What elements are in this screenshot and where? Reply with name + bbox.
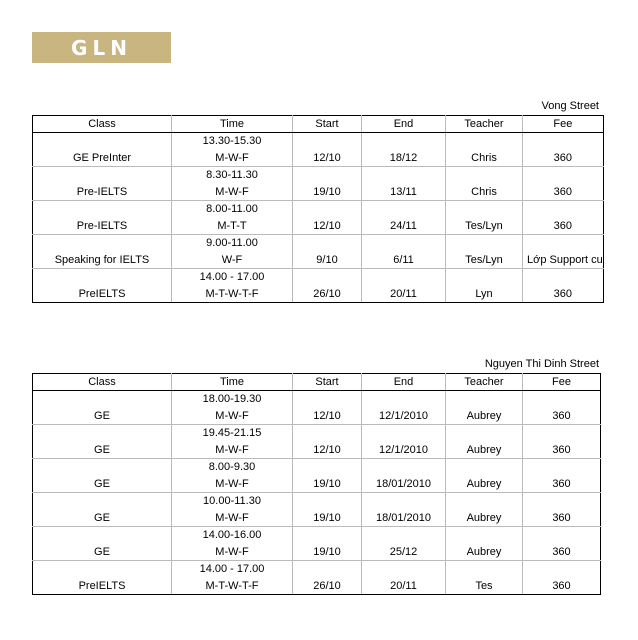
spacer-cell bbox=[293, 391, 362, 408]
column-header-class: Class bbox=[33, 374, 172, 391]
end-cell: 13/11 bbox=[362, 183, 446, 201]
time-cell: 14.00 - 17.00 bbox=[172, 561, 293, 578]
table-row bbox=[33, 183, 604, 201]
fee-cell: 360 bbox=[523, 183, 604, 201]
teacher-cell: Aubrey bbox=[446, 543, 523, 561]
spacer-cell bbox=[446, 235, 523, 252]
spacer-cell bbox=[33, 493, 172, 510]
start-cell: 19/10 bbox=[293, 543, 362, 561]
table-row bbox=[33, 441, 601, 459]
spacer-cell bbox=[523, 391, 601, 408]
table-row bbox=[33, 459, 601, 476]
spacer-cell bbox=[362, 493, 446, 510]
end-cell: 20/11 bbox=[362, 285, 446, 303]
days-cell: M-T-W-T-F bbox=[172, 577, 293, 595]
teacher-cell: Aubrey bbox=[446, 441, 523, 459]
spacer-cell bbox=[523, 133, 604, 150]
column-header-end: End bbox=[362, 116, 446, 133]
spacer-cell bbox=[33, 391, 172, 408]
fee-cell: 360 bbox=[523, 407, 601, 425]
class-cell: Pre-IELTS bbox=[33, 183, 172, 201]
class-cell: GE bbox=[33, 407, 172, 425]
column-header-time: Time bbox=[172, 374, 293, 391]
class-cell: PreIELTS bbox=[33, 577, 172, 595]
end-cell: 25/12 bbox=[362, 543, 446, 561]
spacer-cell bbox=[293, 561, 362, 578]
schedule-table-vong bbox=[32, 115, 604, 303]
spacer-cell bbox=[362, 527, 446, 544]
fee-cell: 360 bbox=[523, 149, 604, 167]
fee-cell: 360 bbox=[523, 543, 601, 561]
column-header-start: Start bbox=[293, 116, 362, 133]
teacher-cell: Tes/Lyn bbox=[446, 217, 523, 235]
class-cell: Pre-IELTS bbox=[33, 217, 172, 235]
spacer-cell bbox=[523, 493, 601, 510]
schedule-table-nguyen-thi-dinh bbox=[32, 373, 601, 595]
end-cell: 18/01/2010 bbox=[362, 475, 446, 493]
teacher-cell: Tes/Lyn bbox=[446, 251, 523, 269]
fee-cell: 360 bbox=[523, 217, 604, 235]
start-cell: 19/10 bbox=[293, 475, 362, 493]
logo-text: GLN bbox=[71, 35, 132, 60]
time-cell: 19.45-21.15 bbox=[172, 425, 293, 442]
fee-cell: 360 bbox=[523, 509, 601, 527]
spacer-cell bbox=[446, 561, 523, 578]
spacer-cell bbox=[523, 425, 601, 442]
time-cell: 9.00-11.00 bbox=[172, 235, 293, 252]
class-cell: PreIELTS bbox=[33, 285, 172, 303]
spacer-cell bbox=[523, 201, 604, 218]
table-row bbox=[33, 493, 601, 510]
table-row bbox=[33, 149, 604, 167]
column-header-time: Time bbox=[172, 116, 293, 133]
spacer-cell bbox=[33, 459, 172, 476]
end-cell: 20/11 bbox=[362, 577, 446, 595]
spacer-cell bbox=[33, 561, 172, 578]
spacer-cell bbox=[446, 201, 523, 218]
table-row bbox=[33, 509, 601, 527]
teacher-cell: Chris bbox=[446, 183, 523, 201]
table-row bbox=[33, 425, 601, 442]
start-cell: 12/10 bbox=[293, 217, 362, 235]
table-row bbox=[33, 577, 601, 595]
spacer-cell bbox=[33, 133, 172, 150]
teacher-cell: Aubrey bbox=[446, 407, 523, 425]
start-cell: 19/10 bbox=[293, 183, 362, 201]
spacer-cell bbox=[362, 235, 446, 252]
spacer-cell bbox=[523, 527, 601, 544]
time-cell: 14.00-16.00 bbox=[172, 527, 293, 544]
spacer-cell bbox=[293, 459, 362, 476]
table-row bbox=[33, 527, 601, 544]
spacer-cell bbox=[523, 459, 601, 476]
spacer-cell bbox=[446, 167, 523, 184]
end-cell: 12/1/2010 bbox=[362, 407, 446, 425]
location-label-vong: Vong Street bbox=[541, 100, 599, 112]
start-cell: 26/10 bbox=[293, 285, 362, 303]
spacer-cell bbox=[523, 561, 601, 578]
table-row bbox=[33, 235, 604, 252]
spacer-cell bbox=[446, 425, 523, 442]
days-cell: W-F bbox=[172, 251, 293, 269]
spacer-cell bbox=[362, 201, 446, 218]
time-cell: 8.00-11.00 bbox=[172, 201, 293, 218]
column-header-class: Class bbox=[33, 116, 172, 133]
days-cell: M-W-F bbox=[172, 149, 293, 167]
spacer-cell bbox=[33, 201, 172, 218]
spacer-cell bbox=[33, 425, 172, 442]
header-row bbox=[33, 116, 604, 133]
spacer-cell bbox=[33, 167, 172, 184]
table-row bbox=[33, 269, 604, 286]
start-cell: 12/10 bbox=[293, 441, 362, 459]
days-cell: M-T-T bbox=[172, 217, 293, 235]
table-row bbox=[33, 543, 601, 561]
table-row bbox=[33, 217, 604, 235]
spacer-cell bbox=[293, 493, 362, 510]
header-row bbox=[33, 374, 601, 391]
days-cell: M-W-F bbox=[172, 183, 293, 201]
end-cell: 18/01/2010 bbox=[362, 509, 446, 527]
end-cell: 6/11 bbox=[362, 251, 446, 269]
spacer-cell bbox=[33, 235, 172, 252]
start-cell: 26/10 bbox=[293, 577, 362, 595]
column-header-fee: Fee bbox=[523, 374, 601, 391]
gln-logo bbox=[32, 32, 171, 63]
spacer-cell bbox=[446, 459, 523, 476]
column-header-teacher: Teacher bbox=[446, 374, 523, 391]
column-header-teacher: Teacher bbox=[446, 116, 523, 133]
time-cell: 8.30-11.30 bbox=[172, 167, 293, 184]
location-label-nguyen-thi-dinh: Nguyen Thi Dinh Street bbox=[484, 358, 599, 370]
class-cell: GE bbox=[33, 475, 172, 493]
fee-cell: 360 bbox=[523, 577, 601, 595]
spacer-cell bbox=[523, 167, 604, 184]
spacer-cell bbox=[293, 425, 362, 442]
start-cell: 9/10 bbox=[293, 251, 362, 269]
spacer-cell bbox=[293, 167, 362, 184]
spacer-cell bbox=[362, 561, 446, 578]
table-row bbox=[33, 391, 601, 408]
teacher-cell: Aubrey bbox=[446, 475, 523, 493]
table-row bbox=[33, 167, 604, 184]
teacher-cell: Aubrey bbox=[446, 509, 523, 527]
spacer-cell bbox=[293, 133, 362, 150]
time-cell: 10.00-11.30 bbox=[172, 493, 293, 510]
spacer-cell bbox=[362, 133, 446, 150]
teacher-cell: Lyn bbox=[446, 285, 523, 303]
time-cell: 13.30-15.30 bbox=[172, 133, 293, 150]
days-cell: M-T-W-T-F bbox=[172, 285, 293, 303]
spacer-cell bbox=[33, 527, 172, 544]
spacer-cell bbox=[293, 269, 362, 286]
table-row bbox=[33, 407, 601, 425]
spacer-cell bbox=[362, 459, 446, 476]
days-cell: M-W-F bbox=[172, 407, 293, 425]
teacher-cell: Tes bbox=[446, 577, 523, 595]
start-cell: 12/10 bbox=[293, 149, 362, 167]
spacer-cell bbox=[293, 527, 362, 544]
time-cell: 18.00-19.30 bbox=[172, 391, 293, 408]
days-cell: M-W-F bbox=[172, 509, 293, 527]
spacer-cell bbox=[362, 269, 446, 286]
class-cell: Speaking for IELTS bbox=[33, 251, 172, 269]
table-row bbox=[33, 561, 601, 578]
spacer-cell bbox=[293, 235, 362, 252]
end-cell: 24/11 bbox=[362, 217, 446, 235]
table-row bbox=[33, 251, 604, 269]
fee-cell: 360 bbox=[523, 475, 601, 493]
table-row bbox=[33, 201, 604, 218]
column-header-fee: Fee bbox=[523, 116, 604, 133]
column-header-start: Start bbox=[293, 374, 362, 391]
table-row bbox=[33, 133, 604, 150]
spacer-cell bbox=[446, 391, 523, 408]
column-header-end: End bbox=[362, 374, 446, 391]
class-cell: GE PreInter bbox=[33, 149, 172, 167]
spacer-cell bbox=[523, 235, 604, 252]
table-row bbox=[33, 475, 601, 493]
days-cell: M-W-F bbox=[172, 543, 293, 561]
teacher-cell: Chris bbox=[446, 149, 523, 167]
spacer-cell bbox=[446, 527, 523, 544]
start-cell: 19/10 bbox=[293, 509, 362, 527]
fee-cell: 360 bbox=[523, 441, 601, 459]
spacer-cell bbox=[362, 391, 446, 408]
time-cell: 14.00 - 17.00 bbox=[172, 269, 293, 286]
time-cell: 8.00-9.30 bbox=[172, 459, 293, 476]
days-cell: M-W-F bbox=[172, 475, 293, 493]
days-cell: M-W-F bbox=[172, 441, 293, 459]
spacer-cell bbox=[362, 167, 446, 184]
spacer-cell bbox=[293, 201, 362, 218]
class-cell: GE bbox=[33, 509, 172, 527]
end-cell: 18/12 bbox=[362, 149, 446, 167]
class-cell: GE bbox=[33, 543, 172, 561]
spacer-cell bbox=[33, 269, 172, 286]
table-row bbox=[33, 285, 604, 303]
fee-cell: 360 bbox=[523, 285, 604, 303]
start-cell: 12/10 bbox=[293, 407, 362, 425]
spacer-cell bbox=[362, 425, 446, 442]
end-cell: 12/1/2010 bbox=[362, 441, 446, 459]
spacer-cell bbox=[446, 133, 523, 150]
class-cell: GE bbox=[33, 441, 172, 459]
spacer-cell bbox=[446, 493, 523, 510]
spacer-cell bbox=[446, 269, 523, 286]
fee-cell: Lớp Support cu bbox=[523, 251, 604, 269]
spacer-cell bbox=[523, 269, 604, 286]
